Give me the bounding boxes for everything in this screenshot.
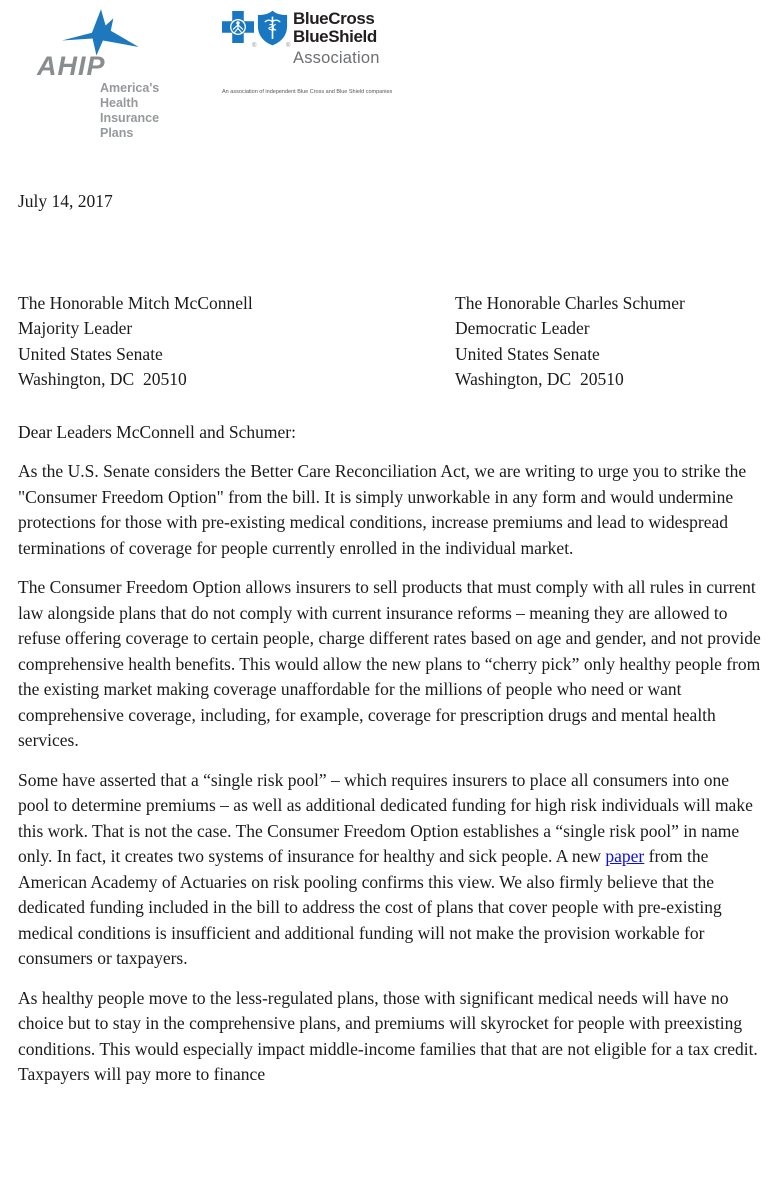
ahip-tagline-line1: America's Health <box>100 81 160 110</box>
recipient-address-mcconnell <box>18 291 455 393</box>
recipient-city: Washington, DC 20510 <box>18 369 187 389</box>
salutation: Dear Leaders McConnell and Schumer: <box>18 421 296 442</box>
recipient-org: United States Senate <box>455 343 600 364</box>
recipient-title: Majority Leader <box>18 318 133 338</box>
paragraph-2: The Consumer Freedom Option allows insurers to sell products that must comply with all rules in current law alongside plans that do not comply with current insurance reforms – meaning they are allowed to refuse offering coverage to certain people, charge different rates based on age and gender, and not provide comprehensive health benefits. This would allow the new plans to “cherry pick” only healthy people from the existing market making coverage unaffordable for the millions of people who need or want comprehensive coverage, including, for example, coverage for prescription drugs and mental health services. <box>18 577 761 750</box>
paragraph-1: As the U.S. Senate considers the Better Care Reconciliation Act, we are writing to urge you to strike the "Consumer Freedom Option" from the bill. It is simply unworkable in any form and would undermine protections for those with pre-existing medical conditions, increase premiums and lead to widespread terminations of coverage for people currently enrolled in the individual market. <box>18 461 747 558</box>
recipient-city: Washington, DC 20510 <box>455 369 624 389</box>
bcbs-line-association: Association <box>293 49 380 67</box>
bcbs-shield-icon <box>257 10 288 46</box>
bcbs-line-bluecross: BlueCross <box>293 9 375 28</box>
recipient-addresses <box>18 291 760 393</box>
recipient-title: Democratic Leader <box>455 318 590 338</box>
paragraph-4: As healthy people move to the less-regulated plans, those with significant medical needs will have no choice but to stay in the comprehensive plans, and premiums will skyrocket for people with preexisting conditions. This would especially impact middle-income families that that are not eligible for a tax credit. Taxpayers will pay more to finance <box>18 987 758 1084</box>
letterhead <box>0 0 780 140</box>
letter-date: July 14, 2017 <box>18 191 113 211</box>
registered-mark-icon: ® <box>252 43 257 49</box>
paragraph-3 <box>18 768 763 972</box>
registered-mark-icon: ® <box>286 43 291 49</box>
ahip-tagline-line2: Insurance Plans <box>100 111 160 140</box>
ahip-tagline <box>100 81 190 141</box>
bcbs-logo <box>220 8 393 103</box>
ahip-logo <box>15 5 190 140</box>
recipient-name: The Honorable Charles Schumer <box>455 292 685 313</box>
bcbs-cross-icon <box>222 11 254 43</box>
paragraph-3-after-link: from the American Academy of Actuaries on risk pooling confirms this view. We also firmly believe that the dedicated funding included in the bill to address the cost of plans that cover people with pre-existing medical conditions is insufficient and additional funding will not make the provision workable for consumers or taxpayers. <box>18 846 722 968</box>
bcbs-line-blueshield: BlueShield <box>293 27 377 46</box>
recipient-name: The Honorable Mitch McConnell <box>18 292 253 313</box>
recipient-address-schumer <box>455 291 685 393</box>
paper-link[interactable]: paper <box>605 846 645 866</box>
letter-body <box>0 189 780 1088</box>
paragraph-3-before-link: Some have asserted that a “single risk pool” – which requires insurers to place all consumers into one pool to determine premiums – as well as additional dedicated funding for high risk individuals will make this work. That is not the case. The Consumer Freedom Option establishes a “single risk pool” in name only. In fact, it creates two systems of insurance for healthy and sick people. A new <box>18 769 753 866</box>
bcbs-tagline: An association of independent Blue Cross and Blue Shield companies <box>222 89 393 95</box>
recipient-org: United States Senate <box>18 343 163 364</box>
bcbs-wordmark <box>293 10 380 70</box>
ahip-wordmark: AHIP <box>37 51 106 81</box>
